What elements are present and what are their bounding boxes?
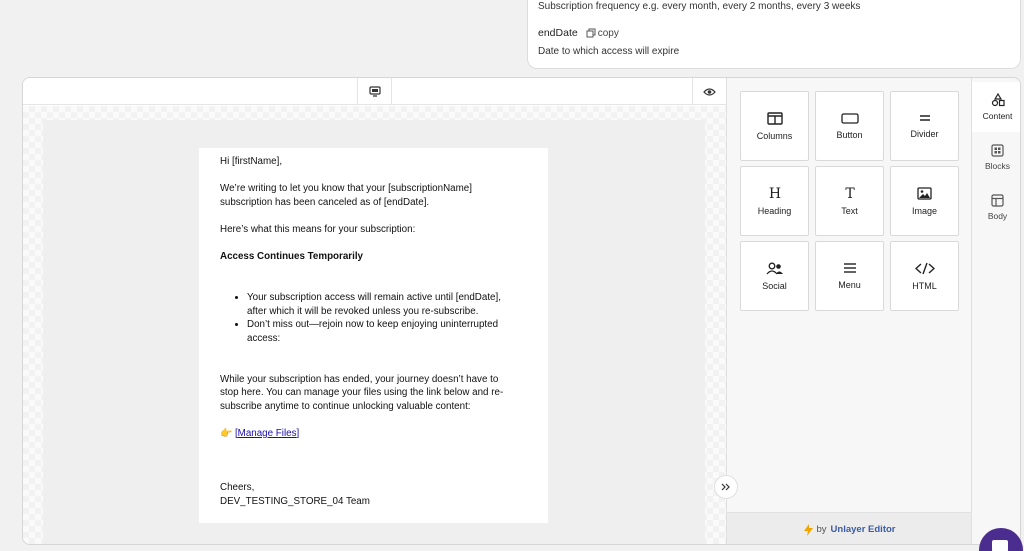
- merge-tag-info-card: [527, 0, 1021, 69]
- tool-label: Columns: [756, 130, 793, 141]
- tool-html[interactable]: [890, 241, 959, 311]
- body-icon: [991, 194, 1004, 207]
- list-item: [247, 318, 527, 345]
- branding-name: Unlayer Editor: [830, 524, 896, 535]
- merge-tag-row: [538, 27, 619, 39]
- list-item: [247, 291, 527, 318]
- tab-content[interactable]: [972, 82, 1021, 132]
- button-icon: [841, 113, 859, 124]
- bullet-1-line-2: after which it will be revoked unless you re-subscribe.: [247, 305, 479, 317]
- tools-panel: [726, 78, 971, 545]
- html-icon: [915, 262, 935, 275]
- copy-button[interactable]: [586, 28, 619, 39]
- signoff: Cheers,: [220, 482, 255, 494]
- email-background[interactable]: [43, 120, 705, 545]
- manage-files-row: [220, 427, 527, 441]
- closing-line-2: stop here. You can manage your files using the link below and re-: [220, 387, 504, 399]
- svg-text:T: T: [844, 186, 855, 200]
- tool-label: Image: [911, 205, 937, 216]
- intro-line-1: We’re writing to let you know that your [subscriptionName]: [220, 183, 472, 195]
- editor-toolbar: [23, 78, 726, 105]
- heading-icon: [768, 186, 782, 200]
- manage-files-link[interactable]: [Manage Files]: [234, 427, 300, 439]
- columns-icon: [767, 112, 783, 125]
- unlayer-branding[interactable]: [727, 512, 972, 545]
- team-name: DEV_TESTING_STORE_04 Team: [220, 495, 370, 507]
- branding-by: by: [816, 524, 827, 535]
- eye-icon: [703, 87, 716, 97]
- tool-image[interactable]: [890, 166, 959, 236]
- tool-label: Heading: [757, 206, 792, 216]
- collapse-panel-button[interactable]: [714, 475, 738, 499]
- tool-text[interactable]: [815, 166, 884, 236]
- tool-divider[interactable]: [890, 91, 959, 161]
- tool-label: Menu: [838, 280, 861, 290]
- closing-line-3: subscribe anytime to continue unlocking valuable content:: [220, 400, 471, 412]
- editor-canvas: [23, 106, 726, 545]
- menu-icon: [843, 262, 857, 274]
- tab-body[interactable]: [972, 182, 1021, 232]
- greeting: Hi [firstName],: [220, 156, 283, 167]
- blocks-icon: [991, 144, 1004, 157]
- content-tools-grid: [740, 91, 959, 311]
- tool-button[interactable]: [815, 91, 884, 161]
- copy-label: copy: [597, 27, 619, 39]
- frequency-description: Subscription frequency e.g. every month, every 2 months, every 3 weeks: [538, 1, 861, 12]
- tool-social[interactable]: [740, 241, 809, 311]
- double-chevron-right-icon: [721, 483, 731, 491]
- chat-icon: [992, 540, 1008, 551]
- text-icon: [843, 186, 857, 200]
- image-icon: [917, 187, 932, 200]
- preview-button[interactable]: [692, 78, 726, 105]
- bolt-icon: [804, 524, 813, 536]
- svg-text:H: H: [768, 186, 781, 200]
- closing-line-1: While your subscription has ended, your journey doesn’t have to: [220, 373, 499, 385]
- tool-heading[interactable]: [740, 166, 809, 236]
- tool-menu[interactable]: [815, 241, 884, 311]
- merge-tag-description: Date to which access will expire: [538, 46, 680, 57]
- content-icon: [991, 93, 1005, 107]
- pointing-hand-icon: 👉: [220, 427, 233, 439]
- divider-icon: [918, 113, 932, 123]
- section-heading-text: Access Continues Temporarily: [220, 251, 364, 263]
- desktop-icon: [369, 86, 381, 97]
- tool-label: HTML: [912, 280, 937, 291]
- tool-label: Text: [841, 206, 858, 216]
- copy-icon: [586, 28, 596, 38]
- email-editor: [22, 77, 1021, 545]
- bullet-2-line-2: access:: [247, 332, 281, 344]
- tab-label: Blocks: [984, 160, 1011, 171]
- tool-columns[interactable]: [740, 91, 809, 161]
- tool-label: Social: [762, 280, 787, 291]
- bullet-1-line-1: Your subscription access will remain active until [endDate],: [247, 291, 501, 303]
- tool-label: Button: [836, 129, 863, 140]
- tab-label: Body: [987, 210, 1008, 221]
- email-content[interactable]: [199, 148, 548, 523]
- bullet-2-line-1: Don’t miss out—rejoin now to keep enjoying uninterrupted: [247, 319, 499, 331]
- intro-line-2: subscription has been canceled as of [endDate].: [220, 196, 430, 208]
- bullet-list: [247, 291, 527, 345]
- tab-label: Content: [982, 111, 1013, 121]
- merge-tag-name: endDate: [538, 27, 578, 39]
- tab-blocks[interactable]: [972, 132, 1021, 182]
- desktop-view-button[interactable]: [357, 78, 392, 105]
- explanation-line: Here’s what this means for your subscription:: [220, 223, 416, 235]
- social-icon: [766, 262, 784, 275]
- section-heading: [220, 250, 527, 264]
- side-tabs: [971, 78, 1021, 545]
- tool-label: Divider: [910, 129, 939, 139]
